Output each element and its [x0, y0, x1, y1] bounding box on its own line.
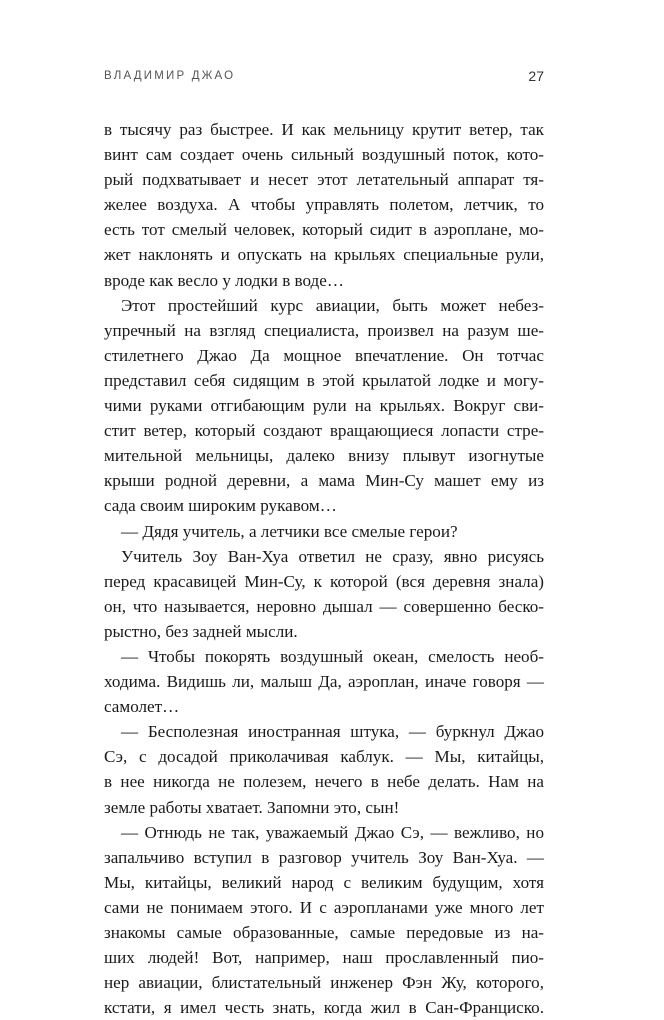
- body-text: [104, 117, 544, 1020]
- text-line: мительной мельницы, далеко внизу плывут изогнутые: [104, 446, 544, 466]
- text-line: рый подхватывает и несет этот летательный аппарат тя-: [104, 170, 544, 190]
- running-head: ВЛАДИМИР ДЖАО: [104, 70, 236, 82]
- text-line: перед красавицей Мин-Су, к которой (вся деревня знала): [104, 571, 544, 591]
- text-line: — Отнюдь не так, уважаемый Джао Сэ, — вежливо, но: [121, 822, 544, 842]
- text-line: в нее никогда не полезем, нечего в небе делать. Нам на: [104, 772, 544, 792]
- text-line: знакомы самые образованные, самые передовые из на-: [104, 923, 544, 942]
- text-line: Сэ, с досадой приколачивая каблук. — Мы, китайцы,: [104, 747, 544, 767]
- text-line: есть тот смелый человек, который сидит в аэроплане, мо-: [104, 220, 544, 240]
- text-line: — Дядя учитель, а летчики все смелые герои?: [121, 521, 458, 541]
- text-line: Учитель Зоу Ван-Хуа ответил не сразу, явно рисуясь: [121, 546, 544, 566]
- text-line: сада своим широким рукавом…: [104, 496, 337, 516]
- text-line: винт сам создает очень сильный воздушный поток, кото-: [104, 145, 544, 165]
- text-line: он, что называется, неровно дышал — совершенно беско-: [104, 596, 544, 616]
- text-line: представил себя сидящим в этой крылатой лодке и могу-: [104, 370, 544, 390]
- text-line: вроде как весло у лодки в воде…: [104, 270, 344, 290]
- text-line: рыстно, без задней мысли.: [104, 621, 298, 641]
- text-line: ходима. Видишь ли, малыш Да, аэроплан, иначе говоря —: [104, 672, 544, 692]
- text-line: желее воздуха. А чтобы управлять полетом, летчик, то: [104, 195, 544, 215]
- text-line: стит ветер, который создают вращающиеся лопасти стре-: [104, 421, 544, 441]
- text-line: крыши родной деревни, а мама Мин-Су машет ему из: [104, 471, 544, 491]
- text-line: — Бесполезная иностранная штука, — буркнул Джао: [121, 722, 544, 742]
- text-line: в тысячу раз быстрее. И как мельницу крутит ветер, так: [104, 120, 544, 139]
- text-line: нер авиации, блистательный инженер Фэн Жу, которого,: [104, 973, 544, 993]
- text-line: чими руками отгибающим рули на крыльях. Вокруг сви-: [104, 396, 544, 416]
- text-line: кстати, я имел честь знать, когда жил в Сан-Франциско.: [104, 998, 544, 1018]
- text-line: Мы, китайцы, великий народ с великим будущим, хотя: [104, 872, 544, 892]
- text-line: стилетнего Джао Да мощное впечатление. Он тотчас: [104, 345, 544, 365]
- text-line: самолет…: [104, 697, 180, 717]
- text-line: ших людей! Вот, например, наш прославленный пио-: [104, 948, 544, 968]
- text-line: жет наклонять и опускать на крыльях специальные рули,: [104, 245, 544, 265]
- text-line: упречный на взгляд специалиста, произвел на разум ше-: [104, 320, 544, 340]
- page-number: 27: [528, 68, 544, 84]
- text-line: Этот простейший курс авиации, быть может небез-: [121, 295, 544, 315]
- text-line: земле работы хватает. Запомни это, сын!: [104, 797, 400, 817]
- text-line: запальчиво вступил в разговор учитель Зоу Ван-Хуа. —: [104, 847, 544, 867]
- text-line: сами не понимаем этого. И с аэропланами уже много лет: [104, 897, 544, 917]
- text-line: — Чтобы покорять воздушный океан, смелость необ-: [121, 646, 544, 666]
